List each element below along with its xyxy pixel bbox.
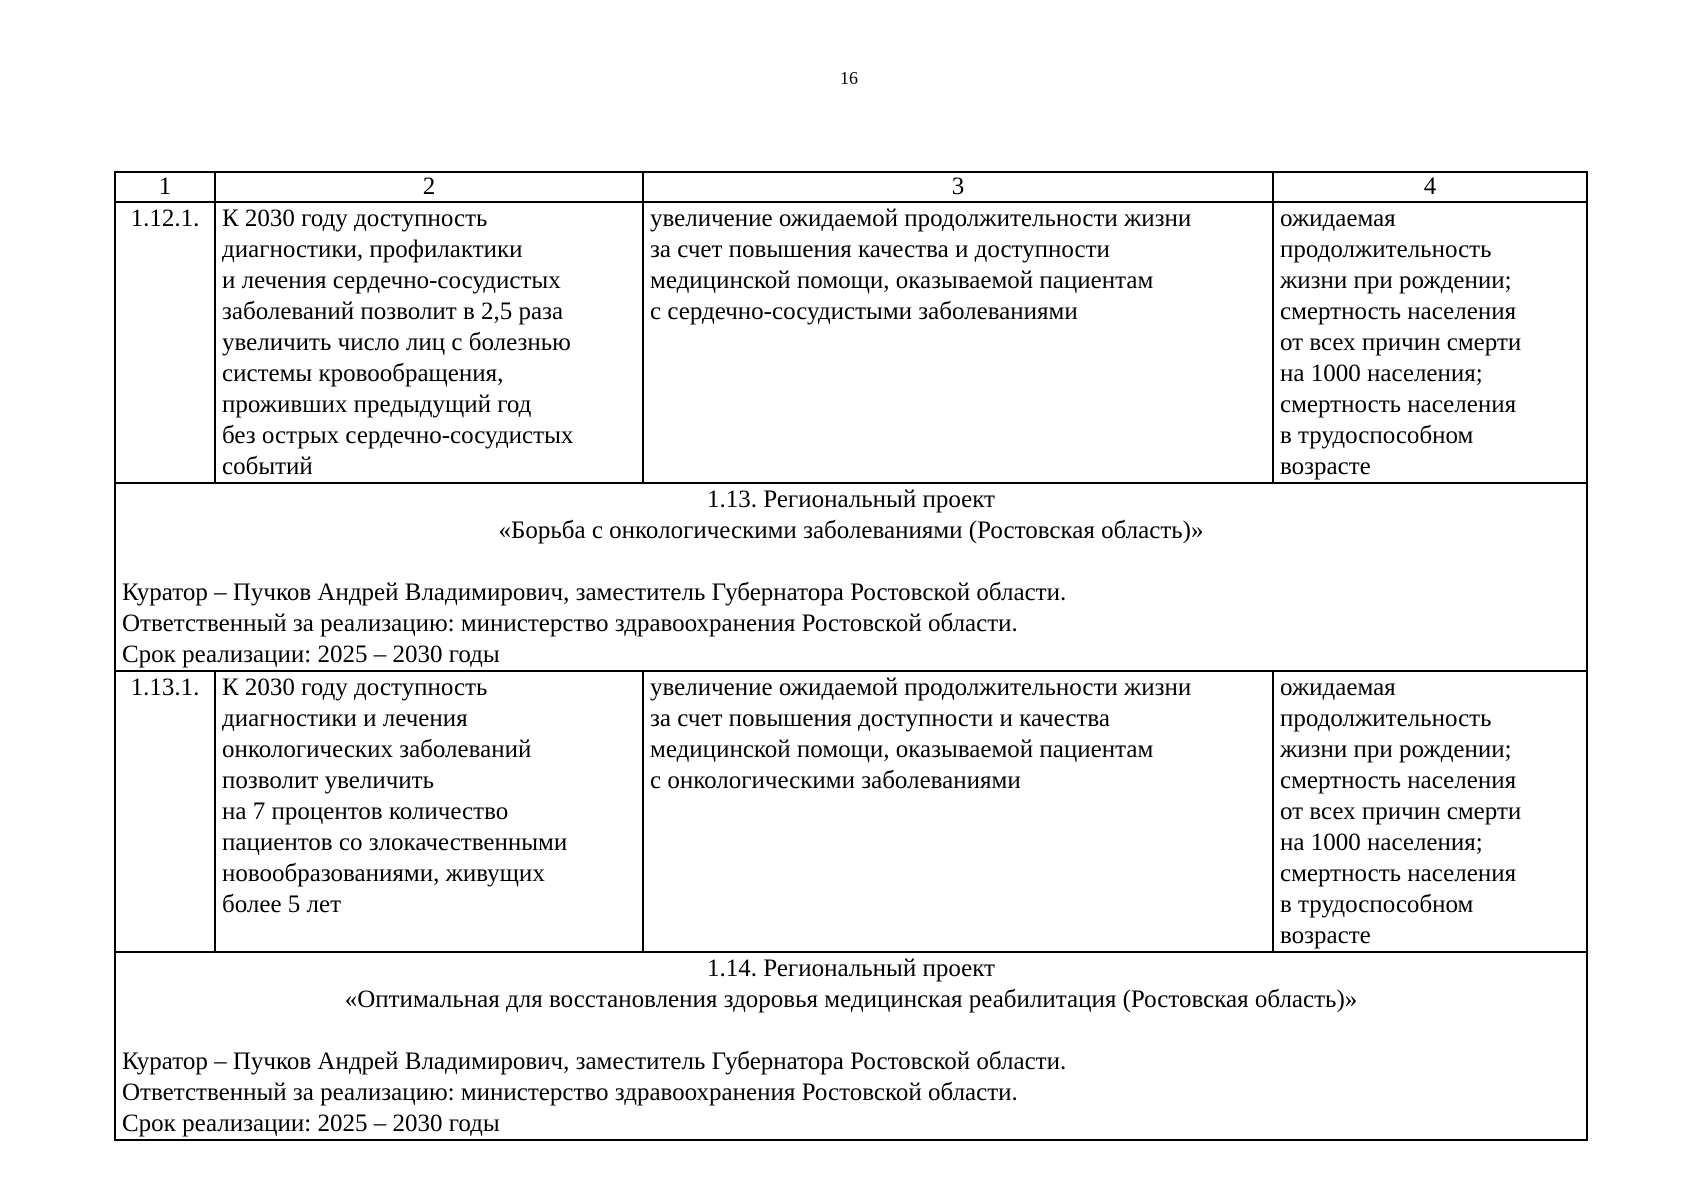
project-heading: 1.13. Региональный проект — [707, 486, 995, 513]
table-row — [115, 671, 1587, 952]
project-row — [115, 483, 1587, 671]
indicator-line: в трудоспособном — [1280, 891, 1474, 918]
task-line: увеличение ожидаемой продолжительности жизни — [650, 205, 1192, 232]
task-line: с сердечно-сосудистыми заболеваниями — [650, 298, 1078, 325]
project-responsible: Ответственный за реализацию: министерство здравоохранения Ростовской области. — [122, 1079, 1018, 1106]
goal-line: и лечения сердечно-сосудистых — [222, 267, 561, 294]
goal-line: К 2030 году доступность — [222, 674, 488, 701]
indicator-line: ожидаемая — [1280, 674, 1396, 701]
task-line: за счет повышения качества и доступности — [650, 236, 1110, 263]
project-cell — [115, 952, 1587, 1140]
goal-line: событий — [222, 453, 313, 480]
row-indicator-cell — [1273, 202, 1587, 483]
goal-line: диагностики, профилактики — [222, 236, 523, 263]
header-cell-1: 1 — [115, 172, 215, 202]
indicator-line: возрасте — [1280, 922, 1371, 949]
header-cell-2: 2 — [215, 172, 643, 202]
project-heading: 1.14. Региональный проект — [707, 955, 995, 982]
project-responsible: Ответственный за реализацию: министерство здравоохранения Ростовской области. — [122, 610, 1018, 637]
table-row — [115, 202, 1587, 483]
goal-line: без острых сердечно-сосудистых — [222, 422, 574, 449]
indicator-line: продолжительность — [1280, 236, 1492, 263]
goal-line: на 7 процентов количество — [222, 798, 509, 825]
header-cell-4: 4 — [1273, 172, 1587, 202]
indicator-line: жизни при рождении; — [1280, 736, 1512, 763]
goal-line: новообразованиями, живущих — [222, 860, 545, 887]
indicator-line: от всех причин смерти — [1280, 329, 1522, 356]
task-line: увеличение ожидаемой продолжительности жизни — [650, 674, 1192, 701]
row-indicator-cell — [1273, 671, 1587, 952]
indicators-table — [114, 171, 1588, 1141]
project-term: Срок реализации: 2025 – 2030 годы — [122, 1110, 500, 1137]
row-goal-cell — [215, 671, 643, 952]
goal-line: позволит увеличить — [222, 767, 434, 794]
indicator-line: на 1000 населения; — [1280, 829, 1483, 856]
indicator-line: смертность населения — [1280, 767, 1517, 794]
project-term: Срок реализации: 2025 – 2030 годы — [122, 641, 500, 668]
indicator-line: от всех причин смерти — [1280, 798, 1522, 825]
row-number: 1.13.1. — [115, 671, 215, 952]
spacer — [122, 1015, 1580, 1046]
goal-line: К 2030 году доступность — [222, 205, 488, 232]
table-header-row — [115, 172, 1587, 202]
goal-line: диагностики и лечения — [222, 705, 468, 732]
goal-line: пациентов со злокачественными — [222, 829, 568, 856]
goal-line: более 5 лет — [222, 891, 342, 918]
indicator-line: продолжительность — [1280, 705, 1492, 732]
indicator-line: на 1000 населения; — [1280, 360, 1483, 387]
goal-line: проживших предыдущий год — [222, 391, 532, 418]
goal-line: онкологических заболеваний — [222, 736, 532, 763]
row-goal-cell — [215, 202, 643, 483]
spacer — [122, 546, 1580, 577]
row-task-cell — [643, 202, 1273, 483]
indicator-line: жизни при рождении; — [1280, 267, 1512, 294]
project-curator: Куратор – Пучков Андрей Владимирович, заместитель Губернатора Ростовской области. — [122, 1048, 1067, 1075]
project-curator: Куратор – Пучков Андрей Владимирович, заместитель Губернатора Ростовской области. — [122, 579, 1067, 606]
goal-line: заболеваний позволит в 2,5 раза — [222, 298, 564, 325]
project-cell — [115, 483, 1587, 671]
project-row — [115, 952, 1587, 1140]
row-number: 1.12.1. — [115, 202, 215, 483]
header-cell-3: 3 — [643, 172, 1273, 202]
indicator-line: смертность населения — [1280, 298, 1517, 325]
indicator-line: в трудоспособном — [1280, 422, 1474, 449]
indicator-line: возрасте — [1280, 453, 1371, 480]
page-number: 16 — [840, 68, 858, 88]
project-title: «Оптимальная для восстановления здоровья медицинская реабилитация (Ростовская область)» — [344, 986, 1358, 1013]
indicator-line: смертность населения — [1280, 391, 1517, 418]
indicator-line: ожидаемая — [1280, 205, 1396, 232]
indicator-line: смертность населения — [1280, 860, 1517, 887]
project-title: «Борьба с онкологическими заболеваниями (Ростовская область)» — [498, 517, 1204, 544]
row-task-cell — [643, 671, 1273, 952]
task-line: с онкологическими заболеваниями — [650, 767, 1021, 794]
goal-line: системы кровообращения, — [222, 360, 504, 387]
task-line: медицинской помощи, оказываемой пациентам — [650, 736, 1154, 763]
goal-line: увеличить число лиц с болезнью — [222, 329, 571, 356]
task-line: за счет повышения доступности и качества — [650, 705, 1110, 732]
task-line: медицинской помощи, оказываемой пациентам — [650, 267, 1154, 294]
